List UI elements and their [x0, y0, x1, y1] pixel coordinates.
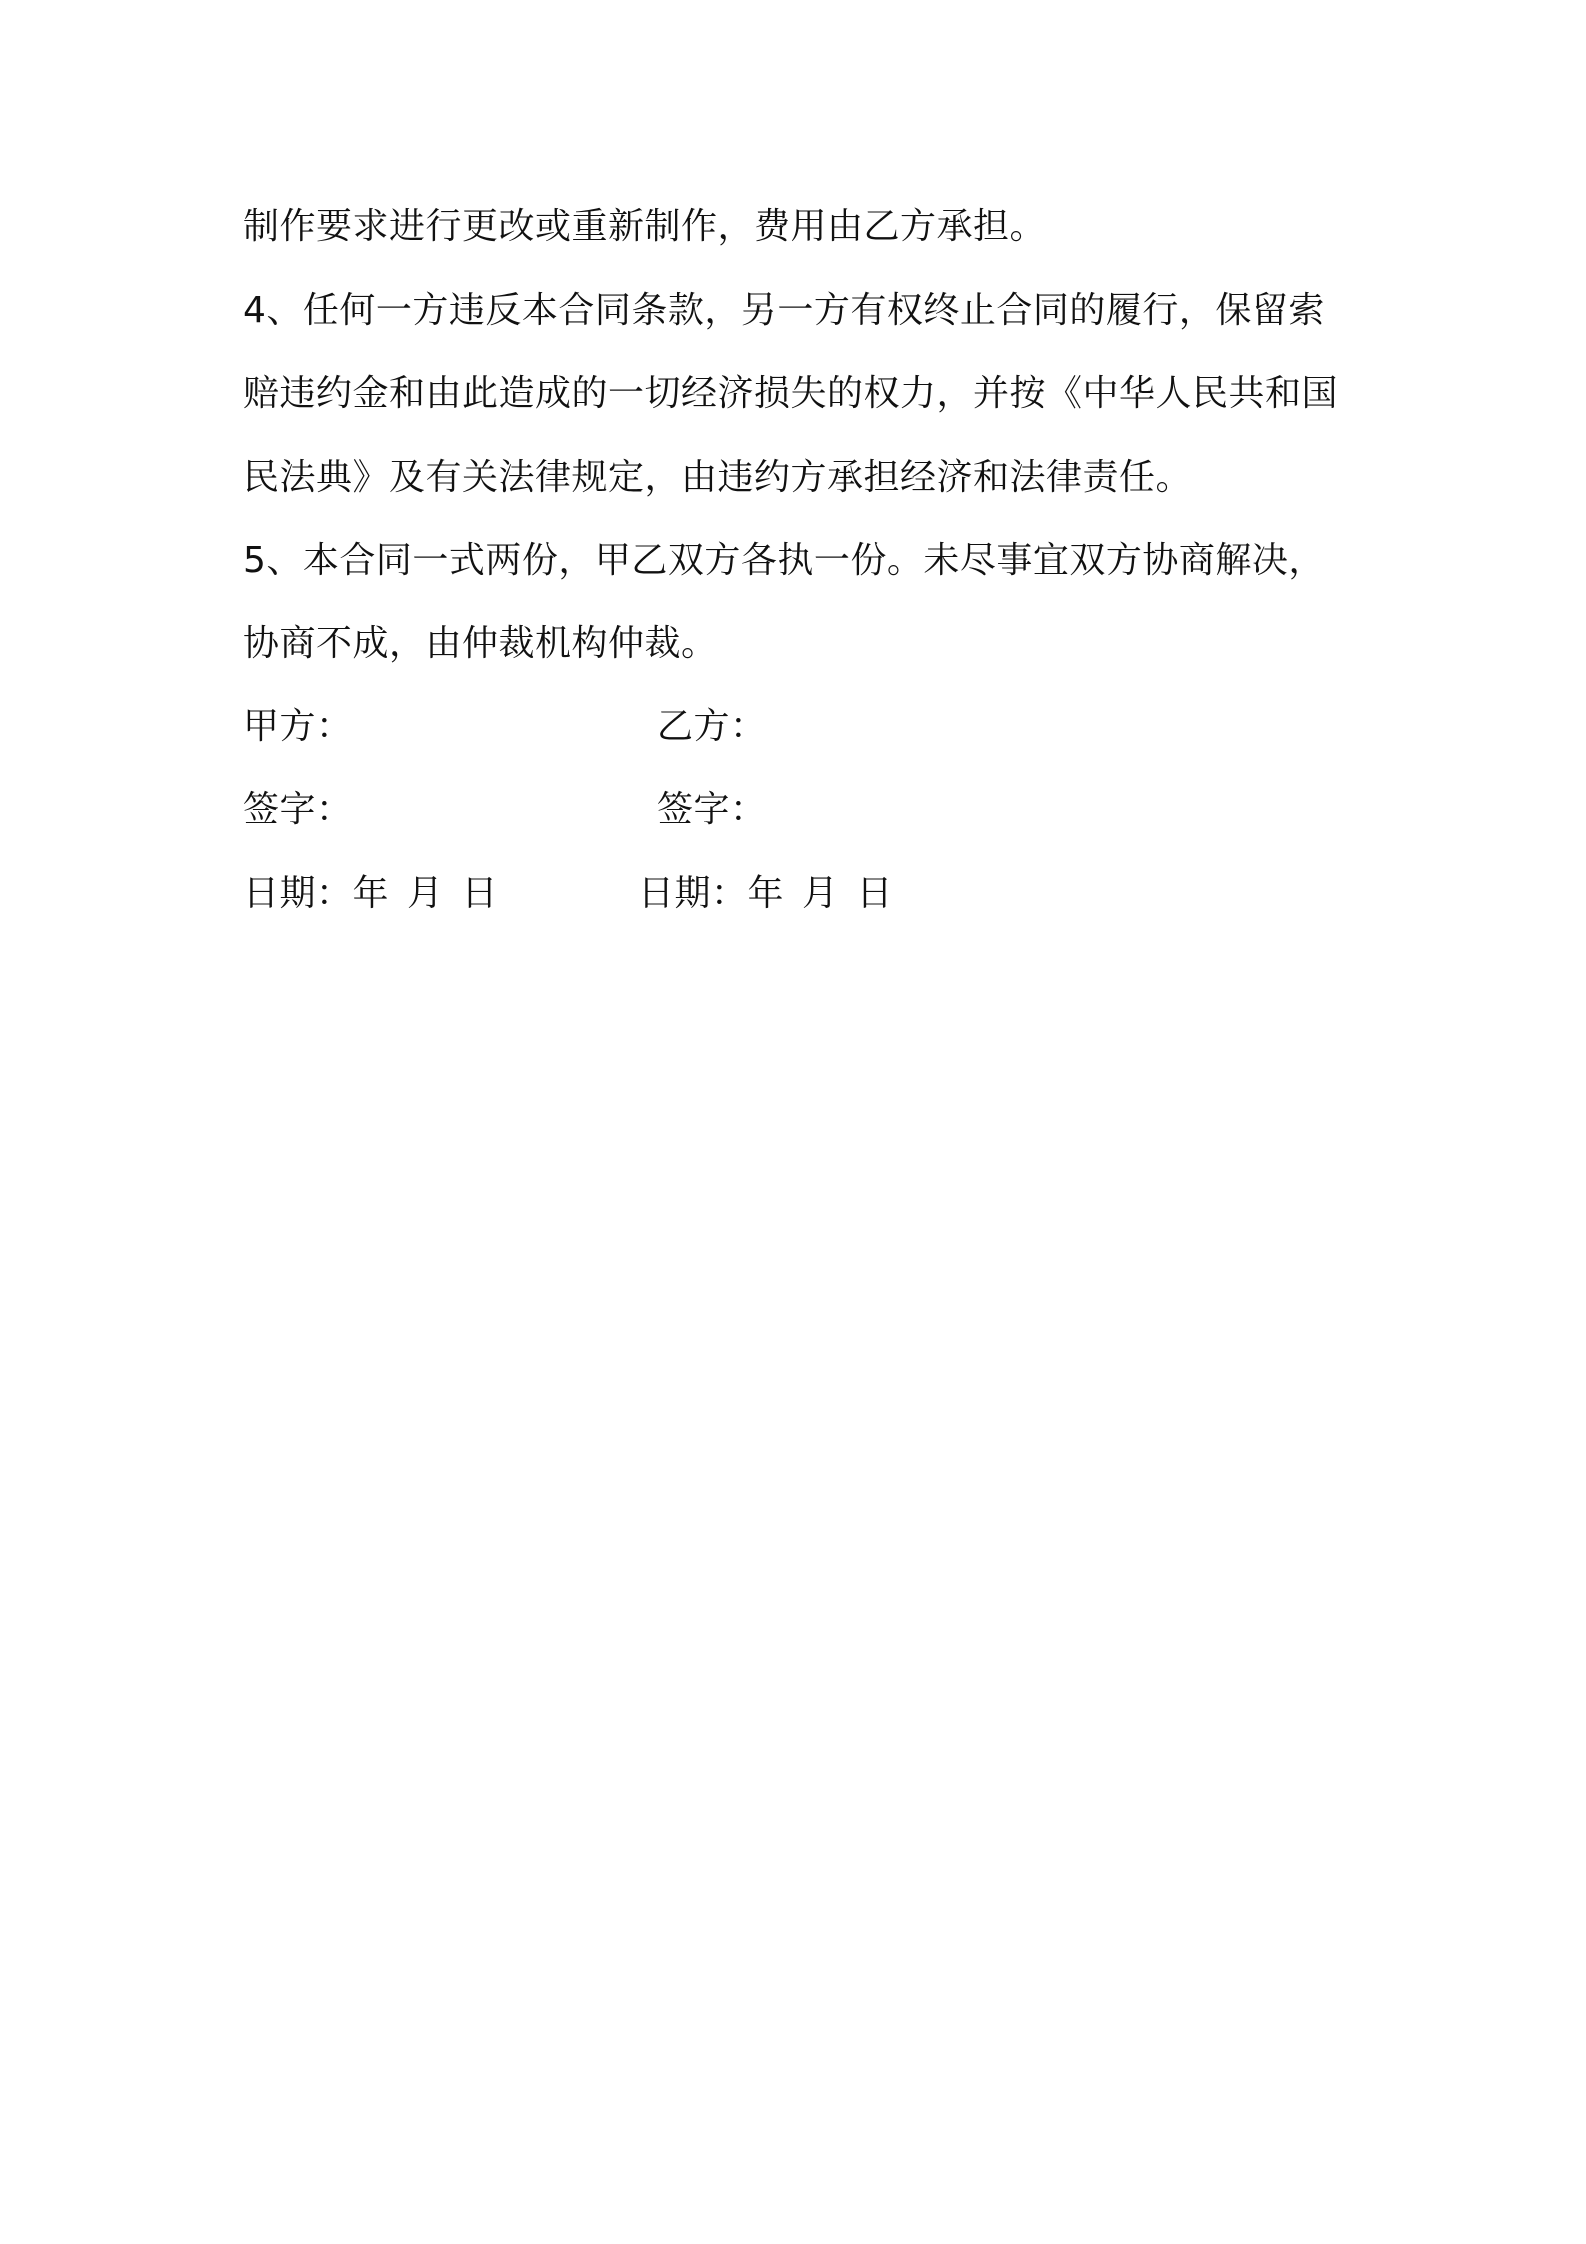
- date-day: 日: [461, 873, 499, 914]
- date-day: 日: [856, 873, 894, 914]
- party-b-label: 乙方：: [657, 706, 767, 747]
- body-line: 协商不成，由仲裁机构仲裁。: [243, 623, 718, 664]
- party-a-date: [243, 870, 498, 918]
- party-b-date: [638, 870, 893, 918]
- date-label: 日期：: [243, 873, 353, 914]
- body-line: 民法典》及有关法律规定，由违约方承担经济和法律责任。: [243, 457, 1193, 498]
- body-line: 赔违约金和由此造成的一切经济损失的权力，并按《中华人民共和国: [243, 373, 1339, 414]
- date-year: 年: [747, 873, 785, 914]
- date-month: 月: [407, 873, 444, 914]
- body-line: 4、任何一方违反本合同条款，另一方有权终止合同的履行，保留索: [243, 290, 1325, 331]
- date-year: 年: [352, 873, 390, 914]
- body-line: 制作要求进行更改或重新制作，费用由乙方承担。: [243, 206, 1047, 247]
- party-b-sign-label: 签字：: [657, 789, 767, 830]
- date-label: 日期：: [638, 873, 748, 914]
- party-a-label: 甲方：: [243, 706, 353, 747]
- date-month: 月: [802, 873, 839, 914]
- body-line: 5、本合同一式两份，甲乙双方各执一份。未尽事宜双方协商解决，: [243, 540, 1325, 581]
- party-a-sign-label: 签字：: [243, 789, 353, 830]
